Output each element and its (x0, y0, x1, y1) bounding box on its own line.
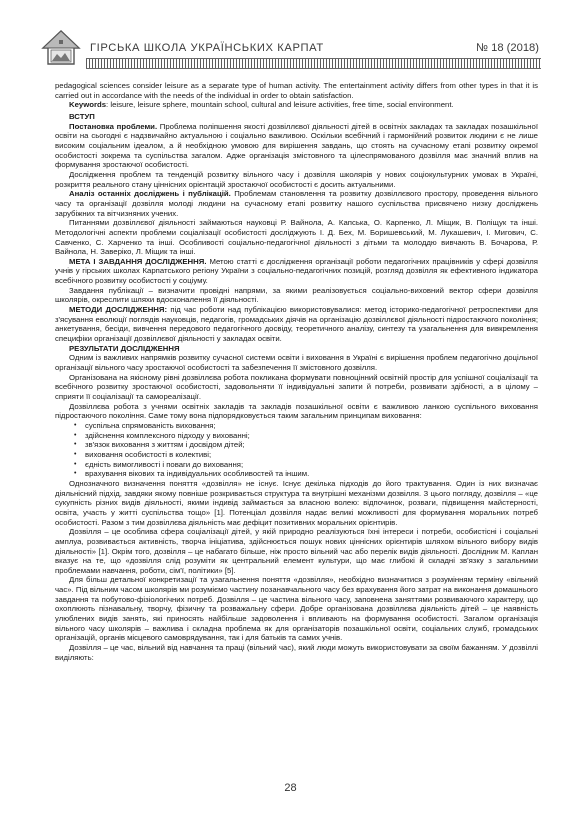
methods-paragraph (55, 305, 538, 344)
list-item: • виховання особистості в колективі; (55, 450, 538, 460)
problem-label: Постановка проблеми. (69, 121, 158, 131)
header-rule (86, 58, 541, 69)
aims-label: МЕТА І ЗАВДАННЯ ДОСЛІДЖЕННЯ. (69, 256, 207, 266)
methods-text: під час роботи над публікацією використовувалися: метод історико-педагогічної ретроспективи для з'ясування еволюції поглядів науковців, педагогів, громадських діячів на організацію дозвіллєвої діяльності підростаючого покоління; анкетування, бесіди, вивчення передового педагогічного досвіду, теоретичного аналізу, синтезу та узагальнення для вивкремлення специфіки організації дозвіллєвої діяльності у закладах освіти. (55, 305, 538, 344)
aims-text: Метою статті є дослідження організації роботи педагогічних працівників у сфері дозвілля учнів у гірських школах Карпатського регіону України з соціально-педагогічних позицій, розгляд дозвілля як ефективного індикатора всебічного розвитку особистості у соціуму. (55, 256, 538, 286)
intro-heading: ВСТУП (69, 111, 95, 121)
article-body (55, 81, 538, 662)
aims-paragraph (55, 257, 538, 286)
problem-text: Проблема поліпшення якості дозвіллєвої діяльності дітей в освітніх закладах та закладах позашкільної освіти на сьогодні є надзвичайно актуальною і соціально важливою. Оскільки всебічний і гармонійний розвиток людини є не лише високим соціальним ідеалом, а й необхідною умовою для вирішення завдань, що стоять на сучасному етапі розвитку окремої особистості зокрема та суспільства загалом. Адже організація змістовного та цілеспрямованого дозвілля має значний вплив на формування зростаючої особистості. (55, 121, 539, 170)
tasks-paragraph: Завдання публікації – визначити провідні напрями, за якими реалізовується соціально-виховний вектор сфери дозвілля школярів, окреслити шляхи вдосконалення її діяльності. (55, 285, 538, 305)
results-paragraph-1: Одним із важливих напрямків розвитку сучасної системи освіти і виховання в Україні є вирішення проблем педагогічно доцільної організації вільного часу зростаючої особистості та забезпечення її змістовного дозвілля. (55, 353, 538, 373)
journal-title: ГІРСЬКА ШКОЛА УКРАЇНСЬКИХ КАРПАТ (90, 42, 324, 54)
results-heading: РЕЗУЛЬТАТИ ДОСЛІДЖЕННЯ (69, 343, 180, 353)
analysis-text: Проблемам становлення та розвитку дозвіллєвого простору, проведення вільного часу та організації дозвілля молоді людини на сучасному етапі розвитку нашого суспільства присвячено низку досліджень зарубіжних та вітчизняних учених. (55, 189, 538, 218)
results-paragraph-2: Організована на якісному рівні дозвіллєва робота покликана формувати повноцінний освітній простір для успішної соціалізації та всебічного розвитку зростаючої особистості, задовольняти її індивідуальні запити й потреби, розвивати здібності, а в цілому – сприяти її соціалізації та самореалізації. (55, 372, 538, 401)
page-number: 28 (284, 782, 297, 794)
list-item: • суспільна спрямованість виховання; (55, 421, 538, 431)
methods-label: МЕТОДИ ДОСЛІДЖЕННЯ: (69, 305, 168, 315)
issue-number: № 18 (2018) (475, 42, 539, 54)
keywords-line (55, 100, 538, 110)
abstract-tail: pedagogical sciences consider leisure as a separate type of human activity. The entertainment activity differs from other types in that it is carried out in accordance with the needs of the individual in order to obtain satisfaction. (55, 81, 538, 100)
list-item: • врахування вікових та індивідуальних особливостей та іншим. (55, 469, 538, 479)
results-paragraph-7: Дозвілля – це час, вільний від навчання та праці (вільний час), який люди можуть використовувати за своїм бажанням. У дозвіллі виділяють: (55, 643, 538, 662)
analysis-paragraph (55, 189, 538, 218)
keywords-label: Keywords (69, 100, 107, 110)
authors-paragraph: Питаннями дозвіллєвої діяльності займаються науковці Р. Вайнола, А. Капська, О. Карпенко, Л. Міщик, В. Поліщук та інші. Методологічні аспекти проблеми соціалізації особистості досліджують І. Д. Бех, М. Боришевський, М. Лукашевич, І. Мигович, С. Савченко, С. Харченко та інші. Особливості соціально-педагогічної діяльності з дітьми та молоддю вивчають В. Бочарова, Р. Вайнола, Н. Заверіко, Л. Міщик та інші. (55, 218, 538, 257)
results-paragraph-5: Дозвілля – це особлива сфера соціалізації дітей, у якій природно реалізуються їхні інтереси і потреби, особистісні і соціальні амплуа, розвивається активність, творча ініціатива, здійснюється пошук нових ціннісних орієнтирів шляхом вільного вибору видів діяльності» [1]. Окрім того, дозвілля – це набагато більше, ніж просто вільний час або перелік видів діяльності. Дослідник М. Каплан вказує на те, що «дозвілля слід розуміти як центральний елемент культури, що має глибокі й складні зв'язку з загальними проблемами навчання, роботи, сім'ї, політики» [5]. (55, 527, 538, 575)
results-paragraph-3: Дозвіллєва робота з учнями освітніх закладів та закладів позашкільної освіти є важливою ланкою суспільного виховання підростаючого покоління. Саме тому вона підпорядковується таким загальним принципам виховання: (55, 401, 538, 421)
keywords-text: : leisure, leisure sphere, mountain school, cultural and leisure activities, free time, social environment. (106, 100, 454, 110)
results-paragraph-4: Однозначного визначення поняття «дозвілля» не існує. Існує декілька підходів до його трактування. Один із них визначає діяльнісний підхід, завдяки якому повніше розкривається структура та внутрішні механізми дозвілля. З цього погляду, дозвілля – «це сукупність різних видів діяльності, якими індивід займається за власною волею: відпочинок, розваги, підвищення майстерності, освіта, участь у житті суспільства тощо» [1]. Потенціал дозвілля надає великі можливості для формування моральних потреб особистості. Разом з тим дозвіллєва діяльність має дефіцит позитивних моральних орієнтирів. (55, 478, 538, 527)
list-item: • зв'язок виховання з життям і досвідом дітей; (55, 440, 538, 450)
list-item: • здійснення комплексного підходу у вихованні; (55, 431, 538, 441)
analysis-label: Аналіз останніх досліджень і публікацій. (69, 189, 231, 199)
results-paragraph-6: Для більш детальної конкретизації та узагальнення поняття «дозвілля», необхідно визначитися з розумінням терміну «вільний час». Під вільним часом школярів ми розуміємо частину позанавчального часу без врахування його затрат на виконання домашнього завдання та побутово-фізіологічних потреб. Дозвілля – це частина вільного часу, заповнена заняттями розвиваючого характеру, що охоплюють пізнавальну, творчу, фізичну та розважальну сфери. Добре організована дозвіллєва діяльність дітей – це наявність улюблених видів занять, які приносять найбільше задоволення і впливають на формування особистості. Загалом організація вільного часу школярів – важлива і складна проблема як для організаторів позашкільної освіти, соціальних служб, громадських організацій, органів місцевого самоврядування, так і для батьків та самих учнів. (55, 575, 538, 643)
principles-list (55, 421, 538, 479)
list-item: • єдність вимогливості і поваги до виховання; (55, 460, 538, 470)
dev-paragraph: Дослідження проблем та тенденцій розвитку вільного часу і дозвілля школярів у нових соціокультурних умовах в Україні, розкриття реального стану ціннісних орієнтацій зростаючої особистості є досить актуальними. (55, 169, 538, 189)
problem-paragraph (55, 122, 538, 170)
school-logo-icon (40, 28, 82, 68)
